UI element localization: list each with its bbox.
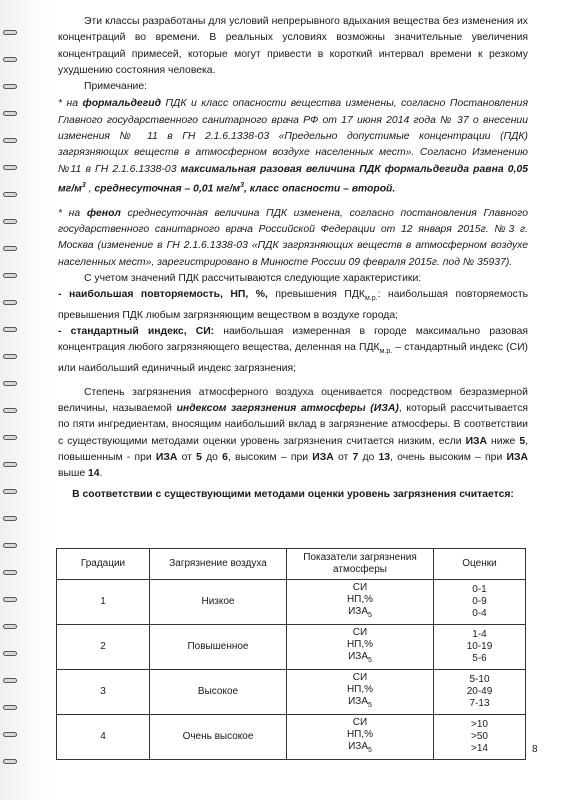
note-prefix: * на — [58, 98, 83, 110]
binding-ring — [3, 624, 17, 629]
si-definition — [58, 324, 528, 377]
indicator-iza-label: ИЗА — [348, 741, 368, 752]
np-definition — [58, 287, 528, 324]
si-term: - стандартный индекс, СИ: — [58, 325, 215, 337]
iza-threshold: 13 — [378, 452, 391, 464]
value-np: >50 — [471, 731, 488, 742]
cell-grade: 3 — [57, 670, 150, 715]
si-subscript: м.р. — [379, 348, 393, 356]
value-iza: 0-4 — [472, 608, 487, 619]
iza-text: . — [99, 468, 103, 480]
note-bold-max: максимальная разовая величина ПДК формальдегида равна 0,05 мг/м — [58, 163, 529, 195]
indicator-np: НП,% — [346, 639, 374, 650]
iza-text: от — [333, 452, 353, 464]
iza-text: , очень высоким – при — [390, 452, 507, 464]
note-text: , — [85, 183, 95, 195]
cell-grade: 1 — [57, 580, 150, 625]
note-phenol — [58, 206, 528, 271]
indicator-np: НП,% — [346, 729, 374, 740]
iza-threshold: 6 — [222, 452, 228, 464]
table-row — [57, 715, 526, 760]
binding-ring — [3, 354, 17, 359]
note-unit-exponent: 3 — [240, 181, 244, 189]
indicator-si: СИ — [352, 672, 368, 683]
note-text: ПДК и класс опасности вещества изменены, согласно Постановления Главного государственного санитарного врача РФ от 17 июня 2014 года № 37 о внесении изменения № 11 в ГН 2.1.6.1338-03 «Предельно допустимые концентрации (ПДК) загрязняющих веществ в атмосферном воздухе населенных мест». Согласно Изменению №11 в ГН 2.1.6.1338-03 — [58, 98, 528, 175]
iza-text: , высоким – при — [227, 452, 313, 464]
binding-ring — [3, 462, 17, 467]
cell-indicators — [287, 625, 434, 670]
table-row — [57, 580, 526, 625]
indicator-si: СИ — [352, 582, 368, 593]
binding-ring — [3, 732, 17, 737]
iza-text: от — [177, 452, 197, 464]
indicator-iza-subscript: 5 — [368, 657, 372, 664]
value-np: 0-9 — [472, 596, 487, 607]
value-si: 1-4 — [472, 629, 487, 640]
iza-text: , который рассчитывается по пяти ингредиентам, вносящим наибольший вклад в загрязнение атмосферы. В соответствии с существующими методами оценки уровень загрязнения считается низким, если — [58, 403, 529, 447]
cell-indicators — [287, 580, 434, 625]
value-iza: 7-13 — [469, 698, 490, 709]
si-text: – стандартный индекс (СИ) или наибольший единичный индекс загрязнения; — [58, 342, 528, 374]
binding-ring — [3, 435, 17, 440]
indicator-iza — [290, 651, 430, 667]
note-bold-class: , класс опасности – второй. — [243, 183, 396, 195]
note-prefix: * на — [58, 207, 87, 219]
binding-ring — [3, 543, 17, 548]
np-text: : наибольшая повторяемость превышения ПДК любым загрязняющим веществом в воздухе города; — [58, 289, 529, 321]
binding-ring — [3, 705, 17, 710]
note-substance: формальдегид — [82, 98, 162, 110]
cell-values — [434, 625, 526, 670]
binding-ring — [3, 678, 17, 683]
cell-values — [434, 670, 526, 715]
spiral-binding — [0, 0, 22, 800]
value-si: 5-10 — [469, 674, 490, 685]
binding-ring — [3, 381, 17, 386]
iza-abbr: ИЗА — [312, 452, 334, 464]
note-formaldehyde — [58, 96, 528, 197]
binding-ring — [3, 138, 17, 143]
header-assessment: Оценки — [434, 549, 526, 580]
value-si: 0-1 — [472, 584, 487, 595]
binding-ring — [3, 84, 17, 89]
iza-term: индексом загрязнения атмосферы (ИЗА) — [176, 403, 399, 415]
iza-text: выше — [58, 468, 88, 480]
indicator-iza-label: ИЗА — [348, 696, 368, 707]
cell-level: Высокое — [150, 670, 287, 715]
indicator-iza-label: ИЗА — [348, 651, 368, 662]
binding-ring — [3, 30, 17, 35]
indicator-np: НП,% — [346, 594, 374, 605]
cell-indicators — [287, 670, 434, 715]
iza-text: до — [358, 452, 379, 464]
binding-ring — [3, 300, 17, 305]
indicator-np: НП,% — [346, 684, 374, 695]
cell-level: Очень высокое — [150, 715, 287, 760]
header-indicators: Показатели загрязнения атмосферы — [287, 549, 434, 580]
note-title: Примечание: — [84, 81, 148, 93]
iza-threshold: 7 — [352, 452, 359, 464]
iza-threshold: 14 — [88, 468, 100, 480]
binding-ring — [3, 327, 17, 332]
value-iza: >14 — [471, 743, 488, 754]
indicator-iza-subscript: 5 — [368, 612, 372, 619]
iza-threshold: 5 — [196, 452, 202, 464]
note-substance: фенол — [86, 207, 121, 219]
indicator-iza-subscript: 5 — [368, 747, 372, 754]
binding-ring — [3, 516, 17, 521]
cell-values — [434, 580, 526, 625]
table-header-row — [57, 549, 526, 580]
cell-level: Повышенное — [150, 625, 287, 670]
cell-grade: 2 — [57, 625, 150, 670]
cell-grade: 4 — [57, 715, 150, 760]
iza-threshold: 5 — [519, 435, 526, 447]
value-np: 10-19 — [466, 641, 493, 652]
binding-ring — [3, 219, 17, 224]
header-pollution: Загрязнение воздуха — [150, 549, 287, 580]
header-grade: Градации — [57, 549, 150, 580]
binding-ring — [3, 192, 17, 197]
binding-ring — [3, 570, 17, 575]
intro-paragraph: Эти классы разработаны для условий непрерывного вдыхания вещества без изменения их концентраций во времени. В реальных условиях возможны значительные увеличения концентраций примесей, которые могут привести в короткий интервал времени к резкому ухудшению состояния человека. — [58, 16, 528, 76]
np-term: - наибольшая повторяемость, НП, %, — [58, 289, 268, 301]
table-row — [57, 625, 526, 670]
value-iza: 5-6 — [472, 653, 487, 664]
cell-level: Низкое — [150, 580, 287, 625]
iza-text: Степень загрязнения атмосферного воздуха оценивается посредством безразмерной величины, называемой — [58, 386, 528, 415]
iza-abbr: ИЗА — [465, 435, 488, 447]
np-text: превышения ПДК — [267, 289, 365, 301]
indicator-iza — [290, 696, 430, 712]
document-body — [58, 14, 528, 503]
iza-abbr: ИЗА — [506, 452, 528, 464]
note-text: среднесуточная величина ПДК изменена, согласно постановления Главного государственного санитарного врача Российской Федерации от 12 января 2015г. №3 г. Москва (изменение в ГН 2.1.6.1338-03 «ПДК загрязняющих веществ в атмосферном воздухе населенных мест», зарегистрировано в Минюсте России 09 февраля 2015г. под № 35937). — [58, 207, 528, 268]
binding-ring — [3, 273, 17, 278]
binding-ring — [3, 57, 17, 62]
iza-paragraph — [58, 385, 528, 483]
note-bold-daily: среднесуточная – 0,01 мг/м — [94, 183, 241, 195]
page-number: 8 — [532, 744, 538, 755]
binding-ring — [3, 408, 17, 413]
note-unit-exponent: 3 — [81, 181, 86, 189]
binding-ring — [3, 597, 17, 602]
indicator-si: СИ — [352, 717, 368, 728]
binding-ring — [3, 111, 17, 116]
iza-text: , повышенным - при — [58, 435, 528, 464]
si-text: наибольшая измеренная в городе максимально разовая концентрация любого загрязняющего вещества, деленная на ПДК — [58, 325, 529, 354]
np-subscript: м.р. — [364, 295, 378, 303]
binding-ring — [3, 651, 17, 656]
indicator-iza-label: ИЗА — [348, 606, 368, 617]
binding-ring — [3, 489, 17, 494]
indicator-si: СИ — [352, 627, 368, 638]
value-si: >10 — [471, 719, 488, 730]
cell-values — [434, 715, 526, 760]
iza-text: ниже — [487, 435, 520, 447]
value-np: 20-49 — [466, 686, 493, 697]
binding-ring — [3, 165, 17, 170]
table-row — [57, 670, 526, 715]
indicator-iza-subscript: 5 — [368, 702, 372, 709]
characteristics-intro: С учетом значений ПДК рассчитываются следующие характеристики: — [84, 272, 422, 284]
cell-indicators — [287, 715, 434, 760]
table-heading: В соответствии с существующими методами оценки уровень загрязнения считается: — [72, 488, 514, 500]
binding-ring — [3, 246, 17, 251]
iza-text: до — [201, 452, 223, 464]
binding-ring — [3, 759, 17, 764]
indicator-iza — [290, 741, 430, 757]
pollution-grades-table — [56, 548, 526, 760]
iza-abbr: ИЗА — [155, 452, 178, 464]
indicator-iza — [290, 606, 430, 622]
